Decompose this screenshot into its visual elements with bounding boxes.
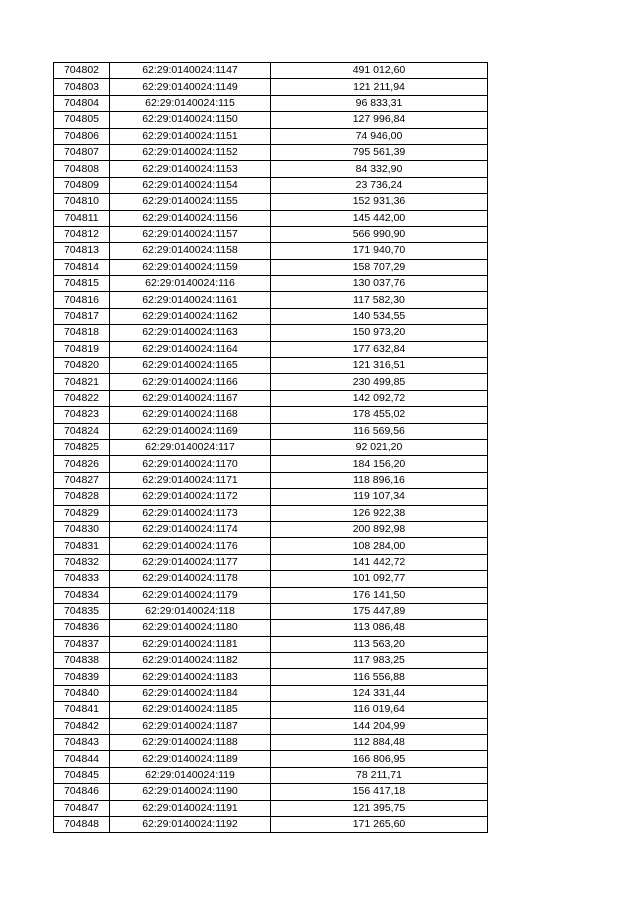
- table-row: [54, 702, 488, 718]
- row-number-cell: 704811: [54, 210, 110, 226]
- value-cell: 142 092,72: [271, 390, 488, 406]
- row-number-cell: 704802: [54, 63, 110, 79]
- table-row: [54, 79, 488, 95]
- cadastral-number-cell: 62:29:0140024:1153: [110, 161, 271, 177]
- table-row: [54, 128, 488, 144]
- value-cell: 124 331,44: [271, 685, 488, 701]
- row-number-cell: 704808: [54, 161, 110, 177]
- cadastral-number-cell: 62:29:0140024:1184: [110, 685, 271, 701]
- row-number-cell: 704840: [54, 685, 110, 701]
- cadastral-number-cell: 62:29:0140024:1166: [110, 374, 271, 390]
- row-number-cell: 704807: [54, 144, 110, 160]
- row-number-cell: 704830: [54, 521, 110, 537]
- cadastral-number-cell: 62:29:0140024:1165: [110, 358, 271, 374]
- value-cell: 230 499,85: [271, 374, 488, 390]
- table-row: [54, 636, 488, 652]
- cadastral-number-cell: 62:29:0140024:1152: [110, 144, 271, 160]
- row-number-cell: 704814: [54, 259, 110, 275]
- value-cell: 126 922,38: [271, 505, 488, 521]
- cadastral-number-cell: 62:29:0140024:1147: [110, 63, 271, 79]
- table-row: [54, 112, 488, 128]
- value-cell: 140 534,55: [271, 308, 488, 324]
- value-cell: 92 021,20: [271, 439, 488, 455]
- value-cell: 119 107,34: [271, 489, 488, 505]
- row-number-cell: 704804: [54, 95, 110, 111]
- cadastral-number-cell: 62:29:0140024:1189: [110, 751, 271, 767]
- row-number-cell: 704847: [54, 800, 110, 816]
- value-cell: 74 946,00: [271, 128, 488, 144]
- row-number-cell: 704822: [54, 390, 110, 406]
- value-cell: 144 204,99: [271, 718, 488, 734]
- value-cell: 178 455,02: [271, 407, 488, 423]
- table-row: [54, 653, 488, 669]
- cadastral-number-cell: 62:29:0140024:1159: [110, 259, 271, 275]
- value-cell: 200 892,98: [271, 521, 488, 537]
- value-cell: 116 556,88: [271, 669, 488, 685]
- value-cell: 795 561,39: [271, 144, 488, 160]
- row-number-cell: 704821: [54, 374, 110, 390]
- value-cell: 108 284,00: [271, 538, 488, 554]
- value-cell: 491 012,60: [271, 63, 488, 79]
- value-cell: 176 141,50: [271, 587, 488, 603]
- cadastral-number-cell: 62:29:0140024:1163: [110, 325, 271, 341]
- cadastral-number-cell: 62:29:0140024:115: [110, 95, 271, 111]
- cadastral-number-cell: 62:29:0140024:1192: [110, 816, 271, 832]
- cadastral-number-cell: 62:29:0140024:1149: [110, 79, 271, 95]
- value-cell: 96 833,31: [271, 95, 488, 111]
- value-cell: 145 442,00: [271, 210, 488, 226]
- table-body: [54, 63, 488, 833]
- row-number-cell: 704835: [54, 603, 110, 619]
- table-row: [54, 718, 488, 734]
- cadastral-number-cell: 62:29:0140024:1180: [110, 620, 271, 636]
- row-number-cell: 704824: [54, 423, 110, 439]
- table-row: [54, 177, 488, 193]
- row-number-cell: 704820: [54, 358, 110, 374]
- table-row: [54, 489, 488, 505]
- value-cell: 566 990,90: [271, 226, 488, 242]
- row-number-cell: 704823: [54, 407, 110, 423]
- value-cell: 101 092,77: [271, 571, 488, 587]
- value-cell: 166 806,95: [271, 751, 488, 767]
- table-row: [54, 751, 488, 767]
- table-row: [54, 292, 488, 308]
- value-cell: 118 896,16: [271, 472, 488, 488]
- table-row: [54, 800, 488, 816]
- table-row: [54, 358, 488, 374]
- value-cell: 127 996,84: [271, 112, 488, 128]
- cadastral-number-cell: 62:29:0140024:1169: [110, 423, 271, 439]
- table-row: [54, 554, 488, 570]
- row-number-cell: 704843: [54, 735, 110, 751]
- cadastral-number-cell: 62:29:0140024:1151: [110, 128, 271, 144]
- row-number-cell: 704818: [54, 325, 110, 341]
- cadastral-number-cell: 62:29:0140024:117: [110, 439, 271, 455]
- row-number-cell: 704819: [54, 341, 110, 357]
- cadastral-number-cell: 62:29:0140024:119: [110, 767, 271, 783]
- table-row: [54, 669, 488, 685]
- table-row: [54, 161, 488, 177]
- table-row: [54, 390, 488, 406]
- table-row: [54, 472, 488, 488]
- value-cell: 113 563,20: [271, 636, 488, 652]
- value-cell: 184 156,20: [271, 456, 488, 472]
- value-cell: 177 632,84: [271, 341, 488, 357]
- value-cell: 130 037,76: [271, 276, 488, 292]
- value-cell: 116 569,56: [271, 423, 488, 439]
- cadastral-number-cell: 62:29:0140024:1179: [110, 587, 271, 603]
- cadastral-number-cell: 62:29:0140024:1168: [110, 407, 271, 423]
- row-number-cell: 704826: [54, 456, 110, 472]
- cadastral-number-cell: 62:29:0140024:1150: [110, 112, 271, 128]
- cadastral-value-table: [53, 62, 488, 833]
- row-number-cell: 704834: [54, 587, 110, 603]
- cadastral-number-cell: 62:29:0140024:1161: [110, 292, 271, 308]
- value-cell: 150 973,20: [271, 325, 488, 341]
- table-row: [54, 259, 488, 275]
- value-cell: 117 582,30: [271, 292, 488, 308]
- row-number-cell: 704810: [54, 194, 110, 210]
- cadastral-number-cell: 62:29:0140024:1157: [110, 226, 271, 242]
- table-row: [54, 521, 488, 537]
- cadastral-number-cell: 62:29:0140024:1156: [110, 210, 271, 226]
- table-row: [54, 407, 488, 423]
- row-number-cell: 704813: [54, 243, 110, 259]
- row-number-cell: 704846: [54, 784, 110, 800]
- value-cell: 113 086,48: [271, 620, 488, 636]
- table-row: [54, 456, 488, 472]
- value-cell: 141 442,72: [271, 554, 488, 570]
- table-row: [54, 374, 488, 390]
- table-row: [54, 276, 488, 292]
- cadastral-number-cell: 62:29:0140024:1190: [110, 784, 271, 800]
- value-cell: 156 417,18: [271, 784, 488, 800]
- row-number-cell: 704838: [54, 653, 110, 669]
- table-row: [54, 620, 488, 636]
- row-number-cell: 704827: [54, 472, 110, 488]
- row-number-cell: 704831: [54, 538, 110, 554]
- row-number-cell: 704839: [54, 669, 110, 685]
- value-cell: 121 211,94: [271, 79, 488, 95]
- cadastral-number-cell: 62:29:0140024:1170: [110, 456, 271, 472]
- cadastral-number-cell: 62:29:0140024:1174: [110, 521, 271, 537]
- value-cell: 23 736,24: [271, 177, 488, 193]
- value-cell: 117 983,25: [271, 653, 488, 669]
- table-row: [54, 685, 488, 701]
- row-number-cell: 704829: [54, 505, 110, 521]
- table-row: [54, 767, 488, 783]
- value-cell: 171 265,60: [271, 816, 488, 832]
- value-cell: 152 931,36: [271, 194, 488, 210]
- table-row: [54, 194, 488, 210]
- row-number-cell: 704848: [54, 816, 110, 832]
- cadastral-number-cell: 62:29:0140024:1181: [110, 636, 271, 652]
- row-number-cell: 704816: [54, 292, 110, 308]
- row-number-cell: 704805: [54, 112, 110, 128]
- row-number-cell: 704833: [54, 571, 110, 587]
- value-cell: 158 707,29: [271, 259, 488, 275]
- cadastral-number-cell: 62:29:0140024:1155: [110, 194, 271, 210]
- table-row: [54, 210, 488, 226]
- cadastral-number-cell: 62:29:0140024:1187: [110, 718, 271, 734]
- row-number-cell: 704815: [54, 276, 110, 292]
- table-row: [54, 423, 488, 439]
- cadastral-number-cell: 62:29:0140024:1171: [110, 472, 271, 488]
- cadastral-number-cell: 62:29:0140024:1182: [110, 653, 271, 669]
- value-cell: 121 395,75: [271, 800, 488, 816]
- cadastral-number-cell: 62:29:0140024:1177: [110, 554, 271, 570]
- table-row: [54, 226, 488, 242]
- table-row: [54, 325, 488, 341]
- row-number-cell: 704825: [54, 439, 110, 455]
- row-number-cell: 704803: [54, 79, 110, 95]
- row-number-cell: 704836: [54, 620, 110, 636]
- table-row: [54, 505, 488, 521]
- row-number-cell: 704844: [54, 751, 110, 767]
- cadastral-number-cell: 62:29:0140024:1185: [110, 702, 271, 718]
- table-row: [54, 439, 488, 455]
- row-number-cell: 704806: [54, 128, 110, 144]
- table-row: [54, 784, 488, 800]
- table-row: [54, 538, 488, 554]
- table-row: [54, 308, 488, 324]
- value-cell: 171 940,70: [271, 243, 488, 259]
- row-number-cell: 704809: [54, 177, 110, 193]
- row-number-cell: 704842: [54, 718, 110, 734]
- row-number-cell: 704832: [54, 554, 110, 570]
- value-cell: 175 447,89: [271, 603, 488, 619]
- cadastral-number-cell: 62:29:0140024:1164: [110, 341, 271, 357]
- value-cell: 78 211,71: [271, 767, 488, 783]
- cadastral-number-cell: 62:29:0140024:1191: [110, 800, 271, 816]
- cadastral-number-cell: 62:29:0140024:1173: [110, 505, 271, 521]
- cadastral-number-cell: 62:29:0140024:1183: [110, 669, 271, 685]
- table-row: [54, 95, 488, 111]
- cadastral-number-cell: 62:29:0140024:1188: [110, 735, 271, 751]
- row-number-cell: 704845: [54, 767, 110, 783]
- table-row: [54, 816, 488, 832]
- table-row: [54, 735, 488, 751]
- cadastral-number-cell: 62:29:0140024:1154: [110, 177, 271, 193]
- cadastral-number-cell: 62:29:0140024:1162: [110, 308, 271, 324]
- table-row: [54, 587, 488, 603]
- table-row: [54, 603, 488, 619]
- row-number-cell: 704841: [54, 702, 110, 718]
- value-cell: 112 884,48: [271, 735, 488, 751]
- cadastral-number-cell: 62:29:0140024:1176: [110, 538, 271, 554]
- value-cell: 84 332,90: [271, 161, 488, 177]
- value-cell: 116 019,64: [271, 702, 488, 718]
- cadastral-number-cell: 62:29:0140024:1172: [110, 489, 271, 505]
- cadastral-number-cell: 62:29:0140024:1178: [110, 571, 271, 587]
- cadastral-number-cell: 62:29:0140024:1158: [110, 243, 271, 259]
- row-number-cell: 704837: [54, 636, 110, 652]
- cadastral-number-cell: 62:29:0140024:116: [110, 276, 271, 292]
- row-number-cell: 704812: [54, 226, 110, 242]
- table-row: [54, 243, 488, 259]
- row-number-cell: 704828: [54, 489, 110, 505]
- table-row: [54, 341, 488, 357]
- table-row: [54, 63, 488, 79]
- cadastral-number-cell: 62:29:0140024:1167: [110, 390, 271, 406]
- table-row: [54, 144, 488, 160]
- row-number-cell: 704817: [54, 308, 110, 324]
- cadastral-number-cell: 62:29:0140024:118: [110, 603, 271, 619]
- value-cell: 121 316,51: [271, 358, 488, 374]
- table-row: [54, 571, 488, 587]
